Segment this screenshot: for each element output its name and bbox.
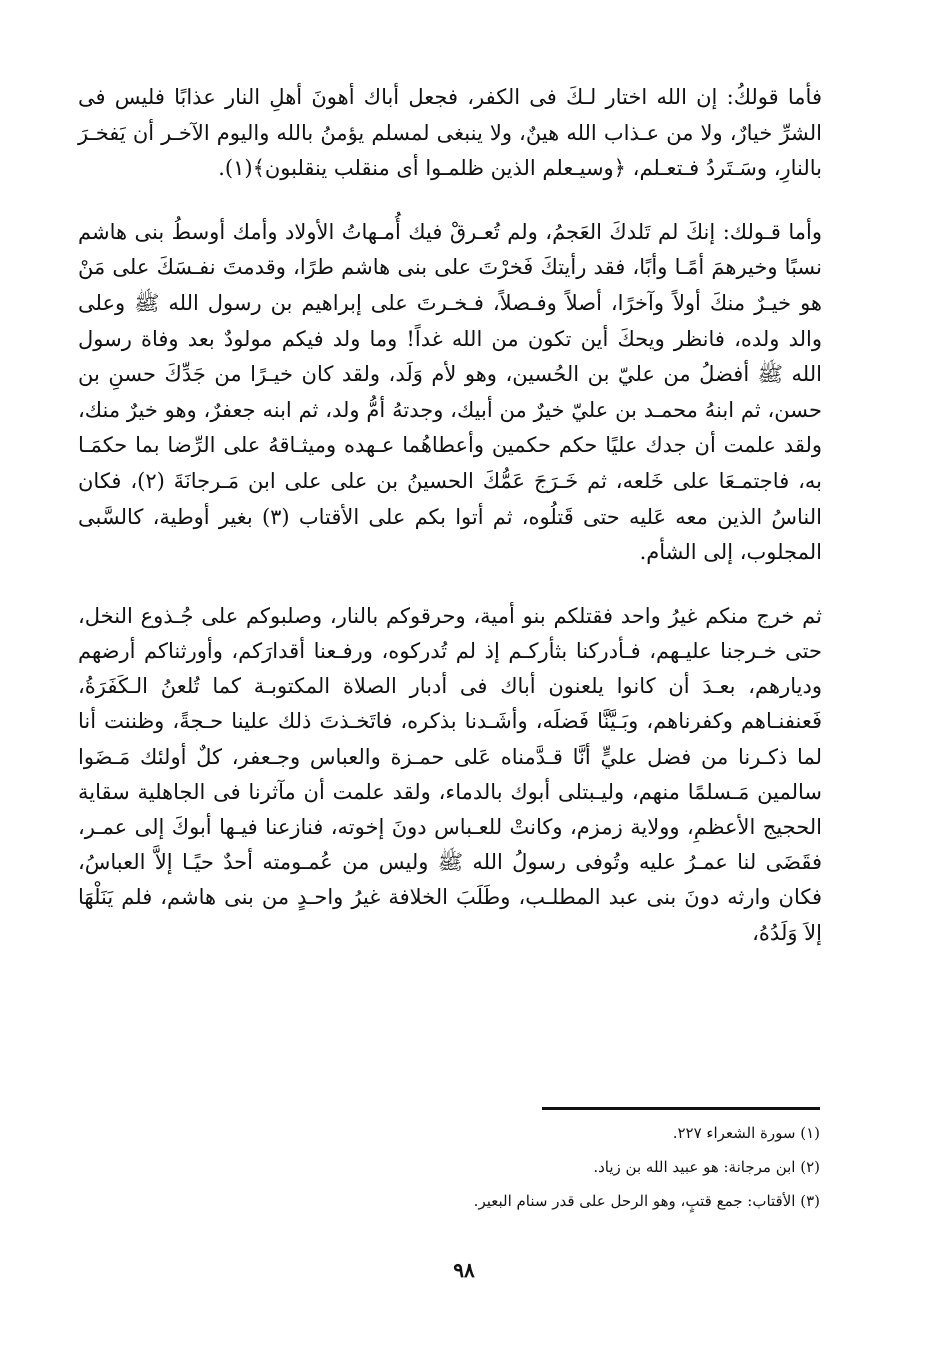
footnotes — [400, 1116, 820, 1218]
paragraph-2: وأما قـولك: إنكَ لم تَلدكَ العَجمُ، ولم تُعـرقْ فيك أُمـهاتُ الأولاد وأمك أوسطُ بنى هاشم نسبًا وخيرهمَ أمًـا وأبًا، فقد رأيتكَ فَخرْتَ على بنى هاشم طرًا، وقدمتَ نفـسَكَ على مَنْ هو خيـرٌ منكَ أولاً وآخرًا، أصلاً وفـصلاً، فـخـرتَ على إبراهيم بن رسول الله ﷺ وعلى والد ولده، فانظر ويحكَ أين تكون من الله غداً! وما ولد فيكم مولودٌ بعد وفاة رسول الله ﷺ أفضلُ من عليّ بن الحُسين، وهو لأم وَلَد، ولقد كان خيـرًا من جَدِّكَ حسنِ بن حسن، ثم ابنهُ محمـد بن عليّ خيرٌ من أبيك، وجدتهُ أمُّ ولد، ثم ابنه جعفرٌ، وهو خيرٌ منك، ولقد علمت أن جدك عليًا حكم حكمين وأعطاهُما عـهده وميثـاقهُ على الرِّضا بما حكمَـا به، فاجتمـعَا على خَلعه، ثم خَـرَجَ عَمُّكَ الحسينُ بن على على ابن مَـرجانَةَ (٢)، فكان الناسُ الذين معه عَليه حتى قَتلُوه، ثم أتوا بكم على الأقتاب (٣) بغير أوطية، كالسَّبى المجلوب، إلى الشأم. — [78, 219, 822, 565]
paragraph-1: فأما قولكُ: إن الله اختار لـكَ فى الكفر، فجعل أباك أهونَ أهلِ النار عذابًا فليس فى الشرِّ خيارٌ، ولا من عـذاب الله هينٌ، ولا ينبغى لمسلم يؤمنُ بالله واليوم الآخـر أن يَفخـرَ بالنارِ، وسَـتَردُ فـتعـلم، ﴿وسيـعلم الذين ظلمـوا أى منقلب ينقلبون﴾(١). — [78, 85, 822, 181]
page-number: ٩٨ — [453, 1258, 475, 1282]
footnote-divider — [542, 1107, 820, 1110]
footnote-1: (١) سورة الشعراء ٢٢٧. — [672, 1124, 820, 1142]
paragraph-3: ثم خرج منكم غيرُ واحد فقتلكم بنو أمية، وحرقوكم بالنار، وصلبوكم على جُـذوع النخل، حتى خـرجنا عليـهم، فـأدركنا بثأركـم إذ لم تُدركوه، ورفـعنا أقدارَكم، وأورثناكم أرضهم وديارهم، بعـدَ أن كانوا يلعنون أباك فى أدبار الصلاة المكتوبـة كما تُلعنُ الـكَفَرَةُ، فَعنفنـاهم وكفرناهم، وبَـيَّنَّا فَضلَه، وأشَـدنا بذكره، فاتَخـذتَ ذلك علينا حـجةً، وظننت أنا لما ذكـرنا من فضل عليٍّ أنَّا قـدَّمناه عَلى حمـزة والعباس وجـعفر، كلٌ أولئك مَـضَوا سالمين مَـسلمًا منهم، وليـبتلى أبوك بالدماء، ولقد علمت أن مآثرنا فى الجاهلية سقاية الحجيج الأعظمِ، وولاية زمزم، وكانتْ للعـباس دونَ إخوته، فنازعنا فيـها أبوكَ إلى عمـر، فقَضَى لنا عمـرُ عليه وتُوفى رسولُ الله ﷺ وليس من عُمـومته أحدٌ حيًـا إلاَّ العباسُ، فكان وارثه دونَ بنى عبد المطلـب، وطَلَبَ الخلافة غيرُ واحـدٍ من بنى هاشم، فلم يَنَلْهَا إلاَ وَلَدُهُ، — [78, 603, 822, 945]
main-text — [78, 80, 822, 951]
footnote-3: (٣) الأقتاب: جمع قتبٍ، وهو الرحل على قدر سنام البعير. — [473, 1192, 820, 1210]
footnote-2: (٢) ابن مرجانة: هو عبيد الله بن زياد. — [593, 1158, 820, 1176]
